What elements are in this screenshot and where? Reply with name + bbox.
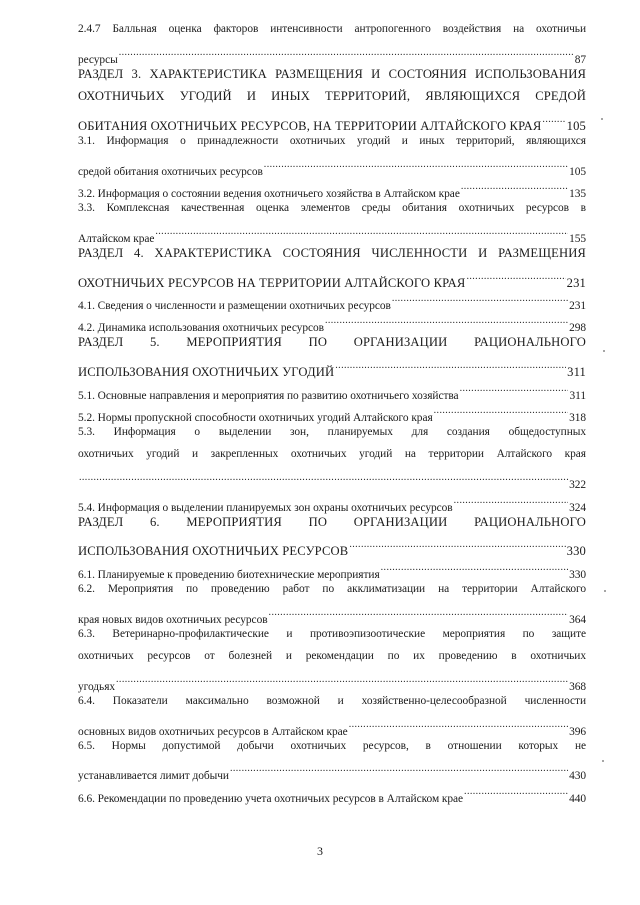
toc-section-entry <box>78 242 586 290</box>
toc-entry-text: 4.1. Сведения о численности и размещении охотничьих ресурсов <box>78 300 391 313</box>
toc-entry <box>78 779 586 805</box>
dot-leader <box>464 779 568 801</box>
toc-entry-text: 3.2. Информация о состоянии ведения охотничьего хозяйства в Алтайском крае <box>78 188 460 201</box>
toc-entry <box>78 130 586 178</box>
toc-entry-text: 3.3. Комплексная качественная оценка элементов среды обитания охотничьих ресурсов в <box>78 202 586 215</box>
toc-entry <box>78 421 586 492</box>
toc-entry-text: устанавливается лимит добычи <box>78 770 229 783</box>
toc-entry <box>78 309 586 335</box>
dot-leader <box>381 555 568 577</box>
dot-leader <box>119 40 574 62</box>
toc-entry <box>78 690 586 738</box>
toc-entry-text: 2.4.7 Балльная оценка факторов интенсивности антропогенного воздействия на охотничьи <box>78 23 586 35</box>
toc-page-number: 318 <box>569 412 586 425</box>
toc-page-number: 311 <box>569 389 586 402</box>
scan-speck <box>601 118 603 120</box>
toc-entry-text: РАЗДЕЛ 6. МЕРОПРИЯТИЯ ПО ОРГАНИЗАЦИИ РАЦИОНАЛЬНОГО <box>78 514 586 529</box>
toc-entry <box>78 555 586 581</box>
toc-page-number: 430 <box>569 770 586 783</box>
toc-entry <box>78 287 586 313</box>
toc-entry <box>78 623 586 693</box>
toc-entry-text: угодьях <box>78 680 116 693</box>
dot-leader <box>230 757 568 779</box>
toc-page-number: 330 <box>569 568 586 581</box>
toc-entry <box>78 376 586 402</box>
dot-leader <box>264 152 568 174</box>
toc-page-number: 298 <box>569 322 586 335</box>
toc-entry-text: ОБИТАНИЯ ОХОТНИЧЬИХ РЕСУРСОВ, НА ТЕРРИТОРИИ АЛТАЙСКОГО КРАЯ <box>78 118 542 133</box>
toc-entry-text: ИСПОЛЬЗОВАНИЯ ОХОТНИЧЬИХ УГОДИЙ <box>78 365 335 380</box>
toc-page-number: 330 <box>566 544 586 559</box>
dot-leader <box>116 667 568 689</box>
toc-entry-text: РАЗДЕЛ 3. ХАРАКТЕРИСТИКА РАЗМЕЩЕНИЯ И СОСТОЯНИЯ ИСПОЛЬЗОВАНИЯ <box>78 66 586 81</box>
dot-leader <box>79 466 568 488</box>
toc-entry-text: края новых видов охотничьих ресурсов <box>78 613 268 626</box>
toc-entry-text: 6.5. Нормы допустимой добычи охотничьих ресурсов, в отношении которых не <box>78 739 586 752</box>
dot-leader <box>454 488 568 510</box>
toc-entry <box>78 18 586 66</box>
scan-speck <box>602 760 604 762</box>
toc-page-number: 105 <box>569 165 586 178</box>
toc-section-entry <box>78 63 586 133</box>
toc-entry-text: ИСПОЛЬЗОВАНИЯ ОХОТНИЧЬИХ РЕСУРСОВ <box>78 544 349 559</box>
toc-page-number: 322 <box>569 479 586 492</box>
toc-entry-text: РАЗДЕЛ 4. ХАРАКТЕРИСТИКА СОСТОЯНИЯ ЧИСЛЕННОСТИ И РАЗМЕЩЕНИЯ <box>78 245 586 260</box>
toc-entry-text: основных видов охотничьих ресурсов в Алтайском крае <box>78 725 348 738</box>
toc-entry-text: 5.4. Информация о выделении планируемых зон охраны охотничьих ресурсов <box>78 501 453 514</box>
toc-page-number: 324 <box>569 501 586 514</box>
toc-page-number: 396 <box>569 725 586 738</box>
toc-entry-text: 5.2. Нормы пропускной способности охотничьих угодий Алтайского края <box>78 412 433 425</box>
toc-page-number: 368 <box>569 680 586 693</box>
scan-speck <box>603 350 605 352</box>
toc-entry-text: 6.2. Мероприятия по проведению работ по акклиматизации на территории Алтайского <box>78 582 586 595</box>
toc-entry-text: 3.1. Информация о принадлежности охотничьих угодий и иных территорий, являющихся <box>78 134 586 147</box>
toc-entry <box>78 399 586 425</box>
dot-leader <box>335 354 566 376</box>
toc-entry-text: 5.1. Основные направления и мероприятия по развитию охотничьего хозяйства <box>78 389 459 402</box>
toc-entry-text: 6.6. Рекомендации по проведению учета охотничьих ресурсов в Алтайском крае <box>78 792 464 805</box>
dot-leader <box>461 175 568 197</box>
dot-leader <box>542 108 565 130</box>
toc-page-number: 231 <box>569 300 586 313</box>
toc-page-number: 105 <box>566 118 586 133</box>
dot-leader <box>349 712 568 734</box>
dot-leader <box>466 264 565 286</box>
toc-page-number: 135 <box>569 188 586 201</box>
dot-leader <box>392 287 568 309</box>
toc-entry <box>78 175 586 201</box>
toc-page-number: 311 <box>567 365 586 380</box>
toc-entry-text: Алтайском крае <box>78 232 155 245</box>
toc-entry-text: 5.3. Информация о выделении зон, планируемых для создания общедоступных <box>78 426 586 439</box>
toc-entry-text: 6.3. Ветеринарно-профилактические и противоэпизоотические мероприятия по защите <box>78 627 586 640</box>
table-of-contents <box>78 18 586 805</box>
toc-page-number: 87 <box>574 53 586 66</box>
page-number: 3 <box>317 844 323 858</box>
toc-entry-text: 6.4. Показатели максимально возможной и хозяйственно-целесообразной численности <box>78 694 586 707</box>
toc-page-number: 155 <box>569 232 586 245</box>
toc-page-number: 364 <box>569 613 586 626</box>
toc-entry <box>78 197 586 245</box>
dot-leader <box>155 220 568 242</box>
toc-section-entry <box>78 331 586 380</box>
toc-section-entry <box>78 511 586 559</box>
scan-speck <box>604 590 606 592</box>
toc-entry <box>78 735 586 783</box>
toc-page-number: 231 <box>566 275 586 290</box>
dot-leader <box>349 533 565 555</box>
toc-entry-text: РАЗДЕЛ 5. МЕРОПРИЯТИЯ ПО ОРГАНИЗАЦИИ РАЦИОНАЛЬНОГО <box>78 335 586 350</box>
toc-entry-text: средой обитания охотничьих ресурсов <box>78 165 263 178</box>
dot-leader <box>434 399 568 421</box>
toc-entry-text: охотничьих ресурсов от болезней и рекомендации по их проведению в охотничьих <box>78 649 586 662</box>
dot-leader <box>460 376 569 398</box>
toc-entry <box>78 488 586 514</box>
toc-entry-text: охотничьих угодий и закрепленных охотничьих угодий на территории Алтайского края <box>78 448 586 461</box>
toc-entry-text: 4.2. Динамика использования охотничьих ресурсов <box>78 322 324 335</box>
dot-leader <box>269 600 569 622</box>
toc-entry-text: 6.1. Планируемые к проведению биотехнические мероприятия <box>78 568 380 581</box>
dot-leader <box>325 309 568 331</box>
toc-page-number: 440 <box>569 792 586 805</box>
toc-entry-text: ОХОТНИЧЬИХ РЕСУРСОВ НА ТЕРРИТОРИИ АЛТАЙСКОГО КРАЯ <box>78 275 466 290</box>
toc-entry-text: ОХОТНИЧЬИХ УГОДИЙ И ИНЫХ ТЕРРИТОРИЙ, ЯВЛЯЮЩИХСЯ СРЕДОЙ <box>78 89 586 104</box>
toc-entry-text: ресурсы <box>78 53 118 66</box>
toc-entry <box>78 578 586 626</box>
